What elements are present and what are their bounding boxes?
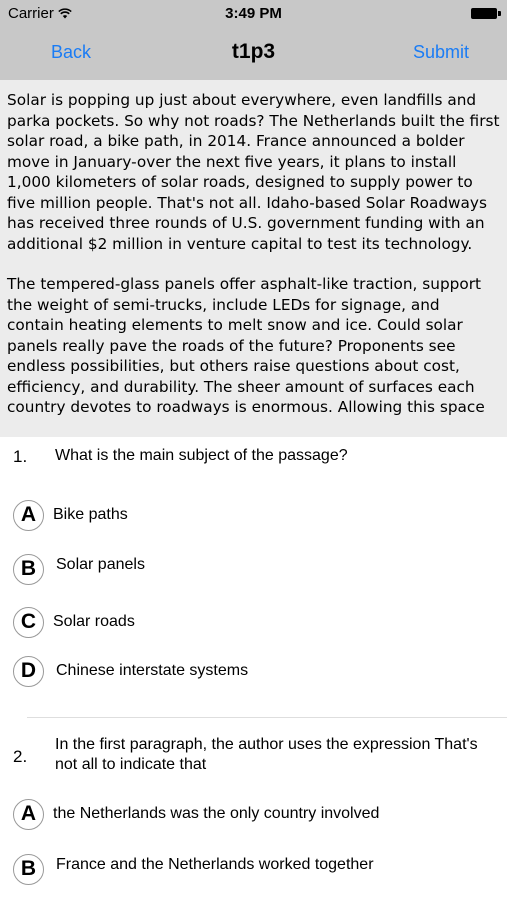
status-time: 3:49 PM — [225, 5, 282, 22]
option-letter-badge: A — [13, 500, 44, 531]
option-text: Bike paths — [53, 506, 128, 523]
option-letter-badge: D — [13, 656, 44, 687]
question-number: 1. — [13, 447, 28, 466]
option-b[interactable] — [13, 852, 374, 886]
page-title: t1p3 — [231, 40, 276, 63]
question-text: What is the main subject of the passage? — [55, 447, 348, 464]
option-a[interactable] — [13, 797, 379, 831]
passage-paragraph-1: Solar is popping up just about everywhere, even landfills and parka pockets. So why not roads? The Netherlands built the first solar road, a bike path, in 2014. France announced a bolder move in January-over the next five years, it plans to install 1,000 kilometers of solar roads, designed to supply power to five million people. That's not all. Idaho-based Solar Roadways has received three rounds of U.S. government funding with an additional $2 million in venture capital to test its technology. — [7, 91, 500, 253]
option-text: Solar roads — [53, 613, 135, 630]
option-text: Chinese interstate systems — [56, 662, 249, 679]
option-letter-badge: A — [13, 799, 44, 830]
option-letter-badge: C — [13, 607, 44, 638]
submit-button[interactable]: Submit — [412, 42, 469, 62]
option-text: the Netherlands was the only country involved — [53, 805, 380, 822]
option-text: France and the Netherlands worked together — [56, 856, 374, 873]
reading-passage[interactable] — [0, 80, 507, 437]
question-number: 2. — [13, 747, 28, 766]
question-text: In the first paragraph, the author uses the expression That's not all to indicate that — [55, 736, 478, 773]
carrier-label: Carrier — [8, 5, 54, 22]
option-b[interactable] — [13, 552, 145, 586]
option-letter-badge: B — [13, 854, 44, 885]
passage-paragraph-2: The tempered-glass panels offer asphalt-like traction, support the weight of semi-trucks, include LEDs for signage, and contain heating elements to melt snow and ice. Could solar panels really pave the roads of the future? Proponents see endless possibilities, but others raise questions about cost, efficiency, and durability. The sheer amount of surfaces each country devotes to roadways is enormous. Allowing this space — [7, 275, 485, 416]
battery-icon — [471, 8, 497, 19]
option-text: Solar panels — [56, 556, 145, 573]
option-letter-badge: B — [13, 554, 44, 585]
option-c[interactable] — [13, 605, 135, 639]
option-a[interactable] — [13, 498, 128, 532]
navigation-header — [0, 0, 507, 80]
question-divider — [27, 717, 507, 718]
option-d[interactable] — [13, 654, 248, 688]
back-button[interactable]: Back — [51, 42, 92, 62]
